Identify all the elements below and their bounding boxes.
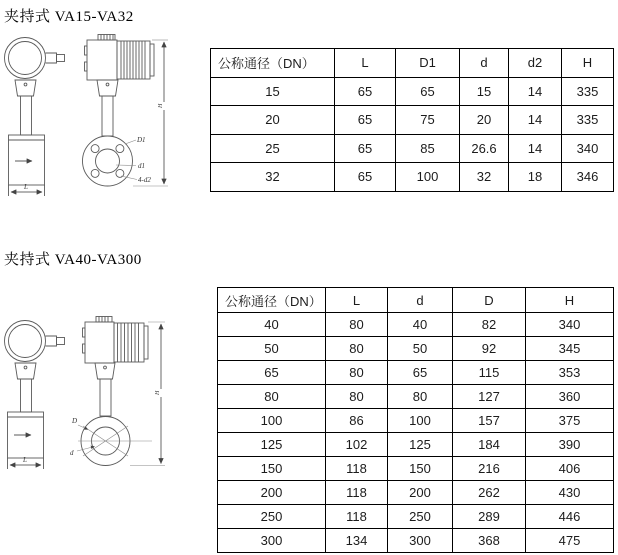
table-cell: 446: [526, 505, 614, 529]
table-row: [218, 337, 614, 361]
dim-label-H: H: [155, 390, 161, 395]
dimension-table-va15-va32: [210, 48, 614, 192]
table-cell: 430: [526, 481, 614, 505]
table-cell: 65: [335, 77, 396, 106]
column-header: H: [562, 49, 614, 78]
table-header-row: [218, 288, 614, 313]
table-cell: 82: [453, 313, 526, 337]
table-row: [211, 106, 614, 135]
table-row: [218, 385, 614, 409]
table-cell: 353: [526, 361, 614, 385]
table-cell: 40: [218, 313, 326, 337]
column-header: 公称通径（DN）: [211, 49, 335, 78]
table-cell: 85: [396, 134, 460, 163]
table-cell: 340: [562, 134, 614, 163]
table-cell: 14: [509, 134, 562, 163]
flowmeter-front-view: [5, 321, 65, 470]
table-cell: 375: [526, 409, 614, 433]
table-cell: 118: [326, 481, 388, 505]
table-cell: 92: [453, 337, 526, 361]
technical-drawing-va40-va300: [2, 295, 207, 510]
flange-outer-circle: [83, 136, 133, 186]
table-row: [211, 134, 614, 163]
dim-label-H: H: [158, 103, 164, 108]
column-header: d: [388, 288, 453, 313]
column-header: L: [326, 288, 388, 313]
table-cell: 360: [526, 385, 614, 409]
table-header-row: [211, 49, 614, 78]
flowmeter-side-view: [83, 35, 169, 187]
table-cell: 390: [526, 433, 614, 457]
table-cell: 65: [335, 106, 396, 135]
table-row: [218, 433, 614, 457]
table-cell: 345: [526, 337, 614, 361]
table-cell: 100: [218, 409, 326, 433]
column-header: D: [453, 288, 526, 313]
dim-label-L: L: [24, 183, 28, 191]
table-cell: 406: [526, 457, 614, 481]
dim-label-D: D: [72, 417, 78, 425]
table-cell: 115: [453, 361, 526, 385]
table-row: [218, 529, 614, 553]
flowmeter-front-view: [5, 38, 65, 197]
section-title-va15-va32: 夹持式 VA15-VA32: [4, 9, 134, 25]
table-cell: 134: [326, 529, 388, 553]
table-cell: 26.6: [460, 134, 509, 163]
table-cell: 86: [326, 409, 388, 433]
table-cell: 250: [388, 505, 453, 529]
table-cell: 150: [218, 457, 326, 481]
table-cell: 118: [326, 457, 388, 481]
table-cell: 40: [388, 313, 453, 337]
table-cell: 65: [218, 361, 326, 385]
table-cell: 340: [526, 313, 614, 337]
table-cell: 80: [388, 385, 453, 409]
table-cell: 125: [388, 433, 453, 457]
dim-label-bolt-holes: 4-d2: [138, 176, 151, 184]
table-cell: 75: [396, 106, 460, 135]
bolt-hole: [91, 169, 99, 177]
table-cell: 100: [396, 163, 460, 192]
table-cell: 102: [326, 433, 388, 457]
table-cell: 200: [218, 481, 326, 505]
table-cell: 25: [211, 134, 335, 163]
table-row: [218, 313, 614, 337]
table-cell: 18: [509, 163, 562, 192]
table-cell: 15: [460, 77, 509, 106]
column-header: d2: [509, 49, 562, 78]
flowmeter-side-view: [77, 317, 165, 466]
table-cell: 20: [211, 106, 335, 135]
table-row: [211, 77, 614, 106]
table-cell: 65: [335, 163, 396, 192]
bolt-hole: [91, 145, 99, 153]
table-row: [218, 361, 614, 385]
table-row: [211, 163, 614, 192]
table-row: [218, 409, 614, 433]
column-header: 公称通径（DN）: [218, 288, 326, 313]
table-cell: 50: [388, 337, 453, 361]
table-cell: 200: [388, 481, 453, 505]
column-header: L: [335, 49, 396, 78]
table-cell: 262: [453, 481, 526, 505]
table-cell: 100: [388, 409, 453, 433]
table-cell: 32: [460, 163, 509, 192]
table-cell: 65: [388, 361, 453, 385]
table-cell: 80: [326, 337, 388, 361]
section-title-va40-va300: 夹持式 VA40-VA300: [4, 252, 142, 268]
dimension-table-va40-va300: [217, 287, 614, 553]
table-cell: 50: [218, 337, 326, 361]
table-cell: 335: [562, 77, 614, 106]
dim-label-D1: D1: [137, 136, 146, 144]
column-header: d: [460, 49, 509, 78]
column-header: D1: [396, 49, 460, 78]
bolt-hole: [116, 145, 124, 153]
technical-drawing-va15-va32: [2, 32, 207, 232]
table-cell: 475: [526, 529, 614, 553]
table-cell: 20: [460, 106, 509, 135]
flange-bore-circle: [96, 149, 120, 173]
column-header: H: [526, 288, 614, 313]
table-cell: 335: [562, 106, 614, 135]
table-cell: 368: [453, 529, 526, 553]
dim-label-d: d: [70, 449, 74, 457]
table-cell: 80: [326, 313, 388, 337]
table-cell: 300: [218, 529, 326, 553]
table-cell: 184: [453, 433, 526, 457]
table-cell: 127: [453, 385, 526, 409]
table-cell: 65: [396, 77, 460, 106]
table-cell: 300: [388, 529, 453, 553]
table-cell: 289: [453, 505, 526, 529]
table-row: [218, 457, 614, 481]
table-cell: 14: [509, 106, 562, 135]
table-cell: 216: [453, 457, 526, 481]
table-cell: 14: [509, 77, 562, 106]
table-cell: 15: [211, 77, 335, 106]
table-cell: 118: [326, 505, 388, 529]
table-row: [218, 505, 614, 529]
dim-label-d1: d1: [138, 162, 145, 170]
table-cell: 250: [218, 505, 326, 529]
table-cell: 125: [218, 433, 326, 457]
table-cell: 80: [326, 361, 388, 385]
table-cell: 346: [562, 163, 614, 192]
table-cell: 150: [388, 457, 453, 481]
table-cell: 80: [326, 385, 388, 409]
table-cell: 32: [211, 163, 335, 192]
table-row: [218, 481, 614, 505]
table-cell: 157: [453, 409, 526, 433]
table-cell: 80: [218, 385, 326, 409]
dim-label-L: L: [23, 456, 27, 464]
table-cell: 65: [335, 134, 396, 163]
